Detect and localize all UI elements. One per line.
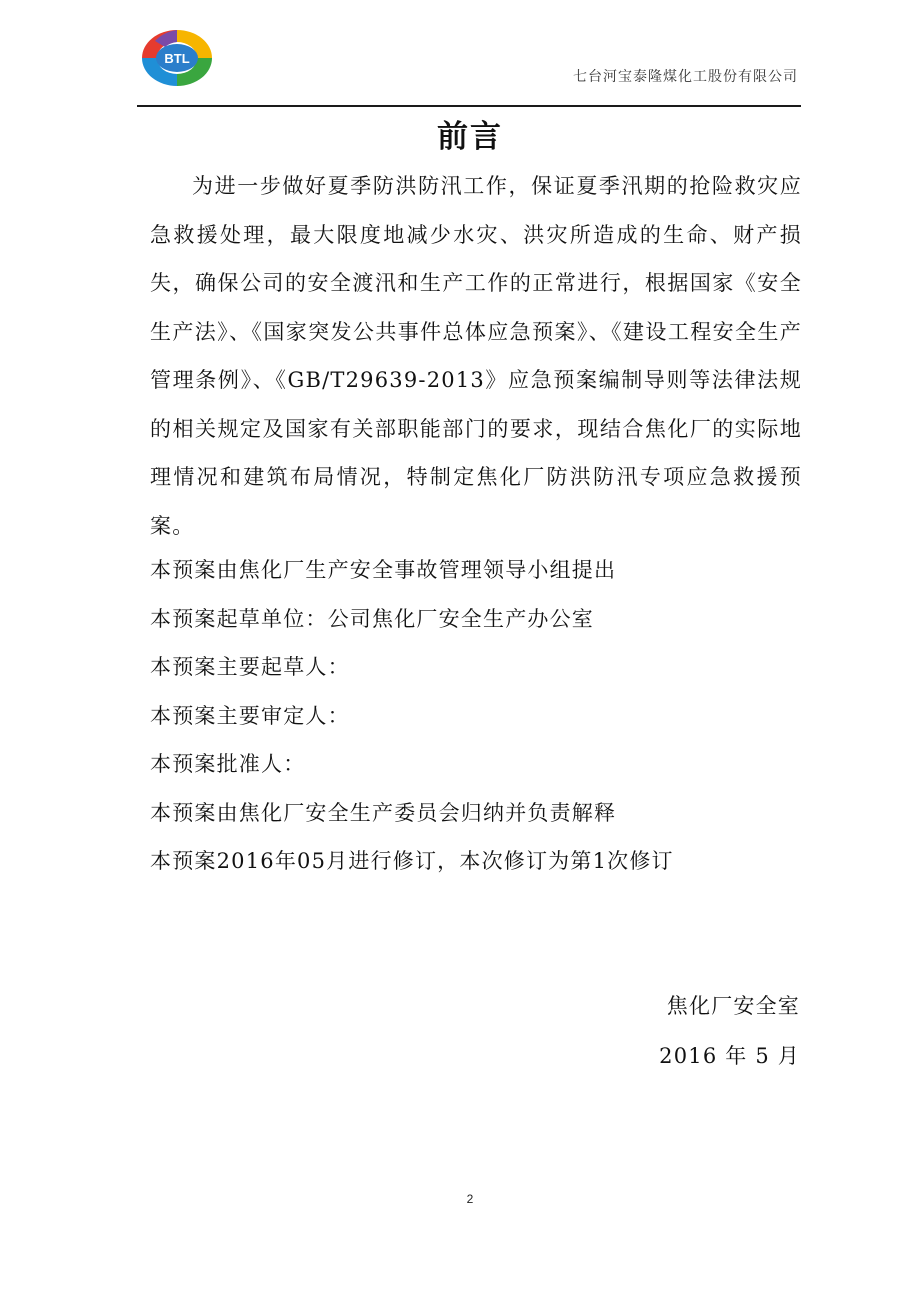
list-item: 本预案批准人： — [150, 752, 306, 776]
list-item: 本预案起草单位：公司焦化厂安全生产办公室 — [150, 606, 594, 631]
preface-info-list — [150, 546, 802, 886]
company-name: 七台河宝泰隆煤化工股份有限公司 — [573, 69, 798, 85]
logo-text: BTL — [164, 51, 190, 66]
signature-department: 焦化厂安全室 — [666, 994, 800, 1018]
list-item: 本预案主要审定人： — [150, 703, 350, 728]
page-title: 前言 — [437, 119, 503, 155]
header-divider — [137, 105, 801, 107]
list-item: 本预案由焦化厂安全生产委员会归纳并负责解释 — [150, 800, 617, 825]
list-item: 本预案主要起草人： — [150, 655, 350, 679]
signature-date: 2016 年 5 月 — [659, 1044, 800, 1068]
list-item: 本预案2016年05月进行修订，本次修订为第1次修订 — [150, 849, 674, 873]
preface-paragraph: 为进一步做好夏季防洪防汛工作，保证夏季汛期的抢险救灾应急救援处理，最大限度地减少水灾、洪灾所造成的生命、财产损失，确保公司的安全渡汛和生产工作的正常进行，根据国家《安全生产法》、《国家突发公共事件总体应急预案》、《建设工程安全生产管理条例》、《GB/T29639-2013》应急预案编制导则等法律法规的相关规定及国家有关部职能部门的要求，现结合焦化厂的实际地理情况和建筑布局情况，特制定焦化厂防洪防汛专项应急救援预案。 — [150, 174, 802, 538]
page-number: 2 — [466, 1192, 474, 1206]
logo-graphic — [139, 27, 215, 89]
list-item: 本预案由焦化厂生产安全事故管理领导小组提出 — [150, 558, 617, 582]
company-logo — [139, 27, 215, 89]
